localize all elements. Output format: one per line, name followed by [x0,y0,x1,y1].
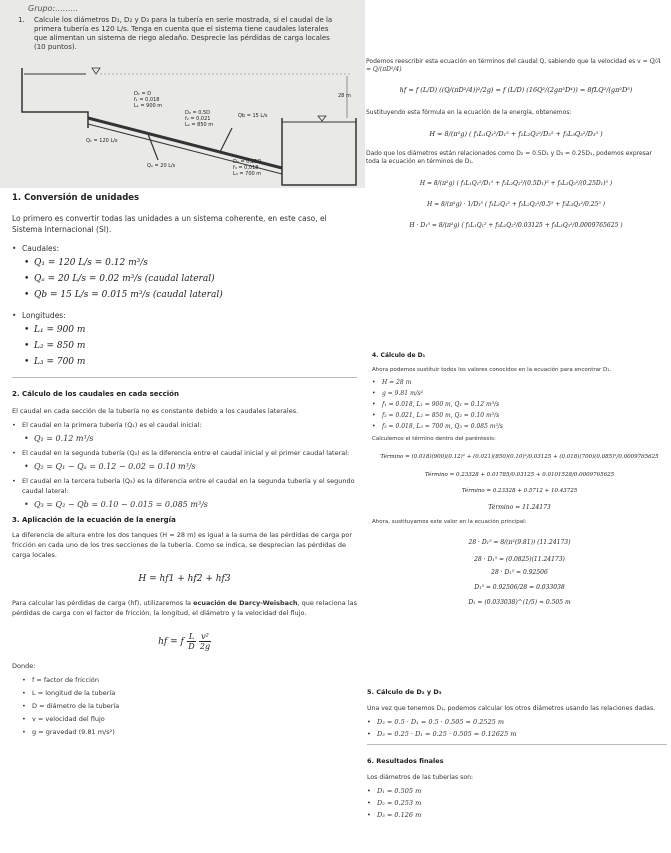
s3-text-b: ecuación de Darcy-Weisbach [193,599,298,607]
pipe1-d: D₁ = D [134,91,152,97]
caudal-item: • Q₁ = 120 L/s = 0.12 m³/s [34,257,357,270]
substitute-intro: Ahora, sustituyamos este valor en la ecuación principal: [372,519,527,525]
height-label: 28 m [338,93,351,99]
dw-frac1-num: L [188,632,195,641]
s3-text-a: Para calcular las pérdidas de carga (hf), utilizaremos la [12,599,194,607]
longitud-item: • L₁ = 900 m [34,324,357,337]
donde-label: Donde: [12,662,36,670]
s2-bullet-3: • El caudal en la tercera tubería (Q₃) es la diferencia entre el caudal en la segunda tubería y el segundo caudal lateral: [22,476,357,496]
section2-list [22,420,357,510]
pipe2-d: D₂ = 0,5D [185,110,211,116]
section2-intro: El caudal en cada sección de la tubería no es constante debido a los caudales laterales. [12,407,299,415]
right-column [366,58,666,229]
final-result: • D₂ ≈ 0.253 m [377,797,667,809]
velocity-expression: Q/A = Q/(πD²/4) [366,58,661,73]
caudales-label: • Caudales: [22,243,357,254]
known-values-list [382,377,667,432]
known-value: • f₂ = 0.021, L₂ = 850 m, Q₂ = 0.10 m³/s [382,410,667,421]
problem-number: 1. [18,16,25,24]
section2-title: 2. Cálculo de los caudales en cada sección [12,390,179,398]
right-column-lower [372,352,667,606]
definition-item: • v = velocidad del flujo [32,714,357,724]
h-equation-1: H = 8/(π²g) ( f₁L₁Q₁²/D₁⁵ + f₂L₂Q₂²/D₂⁵ + f₃L₃Q₃²/D₃⁵ ) [429,130,603,138]
term-equation-1: Término = (0.018)(900)(0.12)² + (0.021)(850)(0.10)²/0.03125 + (0.018)(700)(0.085)²/0.0009765625 [380,454,659,460]
caudales-list [22,243,357,369]
substitution-text: Sustituyendo esta fórmula en la ecuación de la energía, obtenemos: [366,109,572,116]
pipe3-d: D₃ = 0,25D [233,159,262,165]
dw-frac1 [187,632,196,651]
rewrite-text: Podemos reescribir esta ecuación en términos del caudal Q, sabiendo que la velocidad es v = [366,58,648,65]
divider [12,377,357,378]
definition-item: • D = diámetro de la tubería [32,701,357,711]
hf-equation: hf = f (L/D) ((Q/(πD²/4))²/2g) = f (L/D) (16Q²/(2gπ²D⁴)) = 8fLQ²/(gπ²D⁵) [399,86,633,94]
dw-frac1-den: D [188,642,195,651]
pipe2-l: L₂ = 850 m [185,122,214,128]
section4-intro: Ahora podemos sustituir todos los valores conocidos en la ecuación para encontrar D₁. [372,367,612,373]
d1-equation-3: 28 · D₁⁵ = 0.92506 [491,569,548,576]
d1-equation-4: D₁⁵ = 0.92506/28 = 0.033038 [474,584,565,591]
pipe2-f: f₂ = 0,021 [185,116,211,122]
dw-lhs: hf = f [158,636,184,647]
q1-label: Q₁ = 120 L/s [86,138,118,144]
section3-intro: La diferencia de altura entre los dos tanques (H = 28 m) es igual a la suma de las pérdidas de carga por fricción en cada uno de los tres secciones de la tubería. Como se indica, se desprecian las pérdidas de carga locales. [12,531,353,559]
pipe3-labels [233,159,261,177]
energy-equation: H = hf1 + hf2 + hf3 [138,574,231,584]
s3-text-c: , que relaciona las pérdidas de carga con el factor de fricción, la longitud, el diámetro y la velocidad del flujo. [12,599,358,617]
diameter-calc: • D₃ = 0.25 · D₁ = 0.25 · 0.505 = 0.12625 m [377,728,667,740]
pipe3-l: L₃ = 700 m [233,171,262,177]
definitions-list [32,675,357,737]
s2-eq-2: • Q₂ = Q₁ − Qₐ = 0.12 − 0.02 = 0.10 m³/s [34,462,357,472]
diameter-relation-text: Dado que los diámetros están relacionados como D₂ = 0.5D₁ y D₃ = 0.25D₁, podemos expresar toda la ecuación en términos de D₁. [366,150,652,165]
known-value: • g = 9.81 m/s² [382,388,667,399]
term-equation-2: Término = 0.23328 + 0.01785/0.03125 + 0.0101528/0.0009765625 [424,472,615,478]
s2-bullet-2: • El caudal en la segunda tubería (Q₂) es la diferencia entre el caudal inicial y el primer caudal lateral: [22,448,357,458]
d1-equation-5: D₁ = (0.033038)^(1/5) ≈ 0.505 m [468,599,571,606]
definition-item: • g = gravedad (9.81 m/s²) [32,727,357,737]
problem-photo [0,0,365,188]
dw-frac2-den: 2g [199,642,211,651]
pipe-diagram [0,0,365,188]
definition-item: • L = longitud de la tubería [32,688,357,698]
longitudes-label: • Longitudes: [22,310,357,321]
h-equation-4: H · D₁⁵ = 8/(π²g) ( f₁L₁Q₁² + f₂L₂Q₂²/0.03125 + f₃L₃Q₃²/0.0009765625 ) [409,222,623,229]
d1-equation-2: 28 · D₁⁵ = (0.0825)(11.24173) [474,556,565,563]
section4-title: 4. Cálculo de D₁ [372,352,426,359]
pipe1-f: f₁ = 0,018 [134,97,160,103]
section1-intro: Lo primero es convertir todas las unidades a un sistema coherente, en este caso, el Sistema Internacional (SI). [12,214,327,234]
qa-label: Qₐ = 20 L/s [147,163,176,169]
section3-title: 3. Aplicación de la ecuación de la energía [12,516,176,524]
qb-label: Qb = 15 L/s [238,113,268,119]
left-column [12,193,357,737]
darcy-weisbach-equation [12,632,357,651]
pipe1-labels [134,91,162,109]
longitud-item: • L₃ = 700 m [34,356,357,369]
group-label: Grupo:......... [28,4,79,13]
pipe2-labels [185,110,213,128]
s2-eq-3: • Q₃ = Q₂ − Qb = 0.10 − 0.015 = 0.085 m³/s [34,500,357,510]
known-value: • f₁ = 0.018, L₁ = 900 m, Q₁ = 0.12 m³/s [382,399,667,410]
term-equation-3: Término = 0.23328 + 0.5712 + 10.43725 [461,488,578,494]
s2-bullet-1: • El caudal en la primera tubería (Q₁) es el caudal inicial: [22,420,357,430]
divider [367,744,667,745]
longitud-item: • L₂ = 850 m [34,340,357,353]
right-column-bottom [367,688,667,821]
final-result: • D₃ ≈ 0.126 m [377,809,667,821]
d2-d3-list [377,716,667,740]
pipe1-l: L₁ = 900 m [134,103,163,109]
definition-item: • f = factor de fricción [32,675,357,685]
known-value: • H = 28 m [382,377,667,388]
section6-title: 6. Resultados finales [367,757,444,765]
s2-eq-1: • Q₁ = 0.12 m³/s [34,434,357,444]
dw-frac2-num: v² [201,632,209,641]
pipe3-f: f₃ = 0,018 [233,165,259,171]
final-result: • D₁ ≈ 0.505 m [377,785,667,797]
section5-title: 5. Cálculo de D₂ y D₃ [367,688,442,696]
final-results-list [377,785,667,821]
h-equation-3: H = 8/(π²g) · 1/D₁⁵ ( f₁L₁Q₁² + f₂L₂Q₂²/0.5⁵ + f₃L₃Q₃²/0.25⁵ ) [426,201,606,208]
caudal-item: • Qb = 15 L/s = 0.015 m³/s (caudal lateral) [34,289,357,302]
caudal-item: • Qₐ = 20 L/s = 0.02 m³/s (caudal lateral) [34,273,357,286]
rewrite-intro [366,58,666,74]
term-equation-4: Término = 11.24173 [488,504,551,511]
diameter-calc: • D₂ = 0.5 · D₁ = 0.5 · 0.505 = 0.2525 m [377,716,667,728]
dw-frac2 [199,632,211,651]
h-equation-2: H = 8/(π²g) ( f₁L₁Q₁²/D₁⁵ + f₂L₂Q₂²/(0.5D₁)⁵ + f₃L₃Q₃²/(0.25D₁)⁵ ) [419,180,613,187]
section6-intro: Los diámetros de las tuberías son: [367,774,474,781]
term-intro: Calculemos el término dentro del paréntesis: [372,436,496,442]
known-value: • f₃ = 0.018, L₃ = 700 m, Q₃ = 0.085 m³/s [382,421,667,432]
d1-equation-1: 28 · D₁⁵ = 8/(π²(9.81)) (11.24173) [468,539,571,546]
section1-title: 1. Conversión de unidades [12,193,140,203]
section5-intro: Una vez que tenemos D₁, podemos calcular los otros diámetros usando las relaciones dadas. [367,705,656,712]
problem-text: Calcule los diámetros D₁, D₂ y D₃ para la tubería en serie mostrada, si el caudal de la primera tubería es 120 L/s. Tenga en cuenta que el sistema tiene caudales laterales que alimentan un sistema de riego aledaño. Desprecie las pérdidas de carga locales (10 puntos). [34,16,333,51]
section3-text2 [12,598,357,618]
